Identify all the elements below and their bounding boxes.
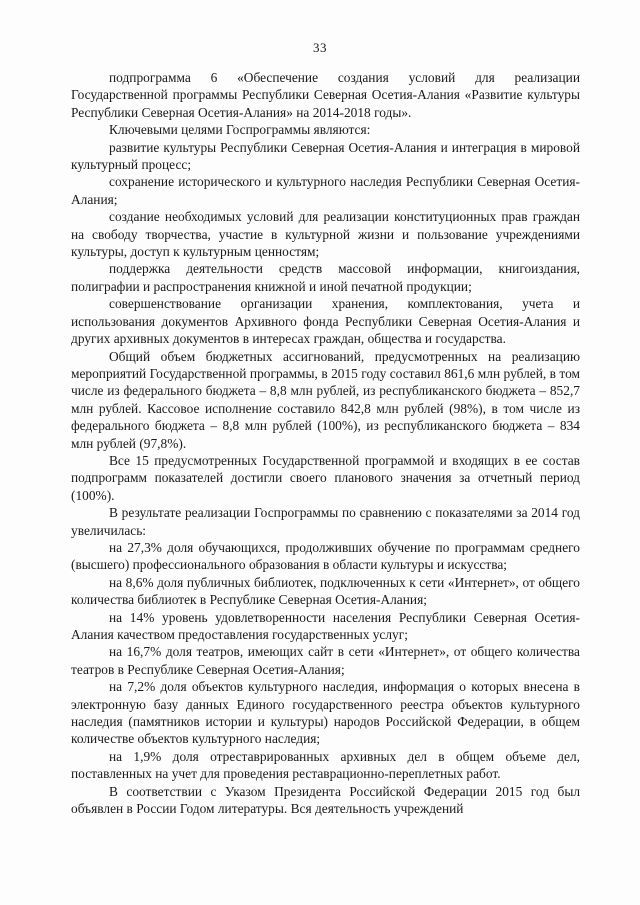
paragraph-goals-intro: Ключевыми целями Госпрограммы являются: (109, 122, 371, 138)
paragraph-result-restored-archives: на 1,9% доля отреставрированных архивных дел в общем объеме дел, поставленных на учет для проведения реставрационно-переплетных работ. (71, 748, 580, 782)
paragraph-goal-culture-development: развитие культуры Республики Северная Осетия-Алания и интеграция в мировой культурный процесс; (71, 139, 580, 173)
paragraph-result-satisfaction: на 14% уровень удовлетворенности населения Республики Северная Осетия-Алания качеством предоставления государственных услуг; (71, 609, 580, 642)
paragraph-budget: Общий объем бюджетных ассигнований, предусмотренных на реализацию мероприятий Государственной программы, в 2015 году составил 861,6 млн рублей, в том числе из федерального бюджета – 8,8 млн рублей, из республиканского бюджета – 852,7 млн рублей. Кассовое исполнение составило 842,8 млн рублей (98%), в том числе из федерального бюджета – 8,8 млн рублей (100%), из республиканского бюджета – 834 млн рублей (97,8%). (71, 348, 580, 451)
document-body (71, 69, 580, 817)
paragraph-result-libraries: на 8,6% доля публичных библиотек, подключенных к сети «Интернет», от общего количества библиотек в Республике Северная Осетия-Алания; (71, 574, 580, 608)
paragraph-goal-media-support: поддержка деятельности средств массовой информации, книгоиздания, полиграфии и распространения книжной и иной печатной продукции; (71, 261, 580, 294)
paragraph-results-intro: В результате реализации Госпрограммы по сравнению с показателями за 2014 год увеличилась: (71, 505, 580, 538)
paragraph-result-theatres: на 16,7% доля театров, имеющих сайт в сети «Интернет», от общего количества театров в Республике Северная Осетия-Алания; (71, 644, 580, 677)
paragraph-goal-constitutional-rights: создание необходимых условий для реализации конституционных прав граждан на свободу творчества, участие в культурной жизни и пользование учреждениями культуры, доступ к культурным ценностям; (71, 209, 580, 260)
paragraph-goal-heritage-preservation: сохранение исторического и культурного наследия Республики Северная Осетия-Алания; (71, 174, 580, 207)
paragraph-goal-archives: совершенствование организации хранения, комплектования, учета и использования документов Архивного фонда Республики Северная Осетия-Алания и других архивных документов в интересах граждан, общества и государства. (71, 296, 580, 347)
paragraph-subprogram-6: подпрограмма 6 «Обеспечение создания условий для реализации Государственной программы Республики Северная Осетия-Алания «Развитие культуры Республики Северная Осетия-Алания» на 2014-2018 годы». (71, 70, 580, 120)
paragraph-result-heritage-registry: на 7,2% доля объектов культурного наследия, информация о которых внесена в электронную базу данных Единого государственного реестра объектов культурного наследия (памятников истории и культуры) народов Российской Федерации, в общем количестве объектов культурного наследия; (71, 679, 580, 747)
paragraph-result-students: на 27,3% доля обучающихся, продолживших обучение по программам среднего (высшего) профессионального образования в области культуры и искусства; (71, 539, 580, 573)
paragraph-indicators: Все 15 предусмотренных Государственной программой и входящих в ее состав подпрограмм показателей достигли своего планового значения за отчетный период (100%). (71, 452, 580, 503)
page-number: 33 (313, 40, 327, 55)
paragraph-year-of-literature: В соответствии с Указом Президента Российской Федерации 2015 год был объявлен в России Годом литературы. Вся деятельность учреждений (71, 783, 580, 817)
